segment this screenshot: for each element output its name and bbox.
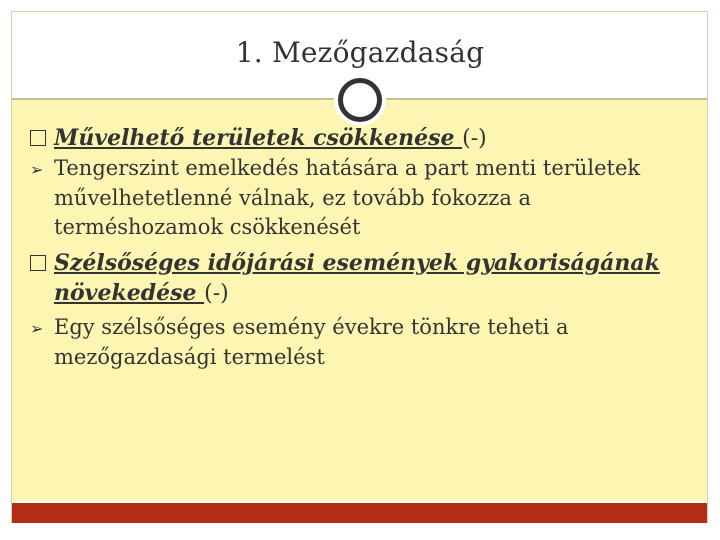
slide-title: 1. Mezőgazdaság — [235, 36, 485, 69]
arrow-bullet-icon: ➢ — [30, 319, 44, 338]
circle-ornament-icon — [338, 78, 382, 122]
bullet-text: Tengerszint emelkedés hatására a part menti területek művelhetetlenné válnak, ez tovább fokozza a terméshozamok csökkenését — [54, 156, 641, 239]
bullet-heading: Művelhető területek csökkenése — [54, 125, 463, 151]
bullet-level1 — [30, 248, 700, 309]
bullet-level2 — [30, 313, 700, 372]
bullet-suffix: (-) — [204, 281, 229, 306]
bullet-heading: Szélsőséges időjárási események gyakoriságának növekedése — [54, 250, 660, 306]
bottom-accent-bar — [12, 503, 707, 523]
checkbox-bullet-icon — [30, 130, 46, 146]
slide-body — [30, 123, 700, 372]
bullet-suffix: (-) — [462, 126, 487, 151]
bullet-level2 — [30, 154, 700, 242]
checkbox-bullet-icon — [30, 255, 46, 271]
bullet-text: Egy szélsőséges esemény évekre tönkre teheti a mezőgazdasági termelést — [54, 315, 569, 369]
bullet-level1 — [30, 123, 700, 154]
arrow-bullet-icon: ➢ — [30, 160, 44, 179]
